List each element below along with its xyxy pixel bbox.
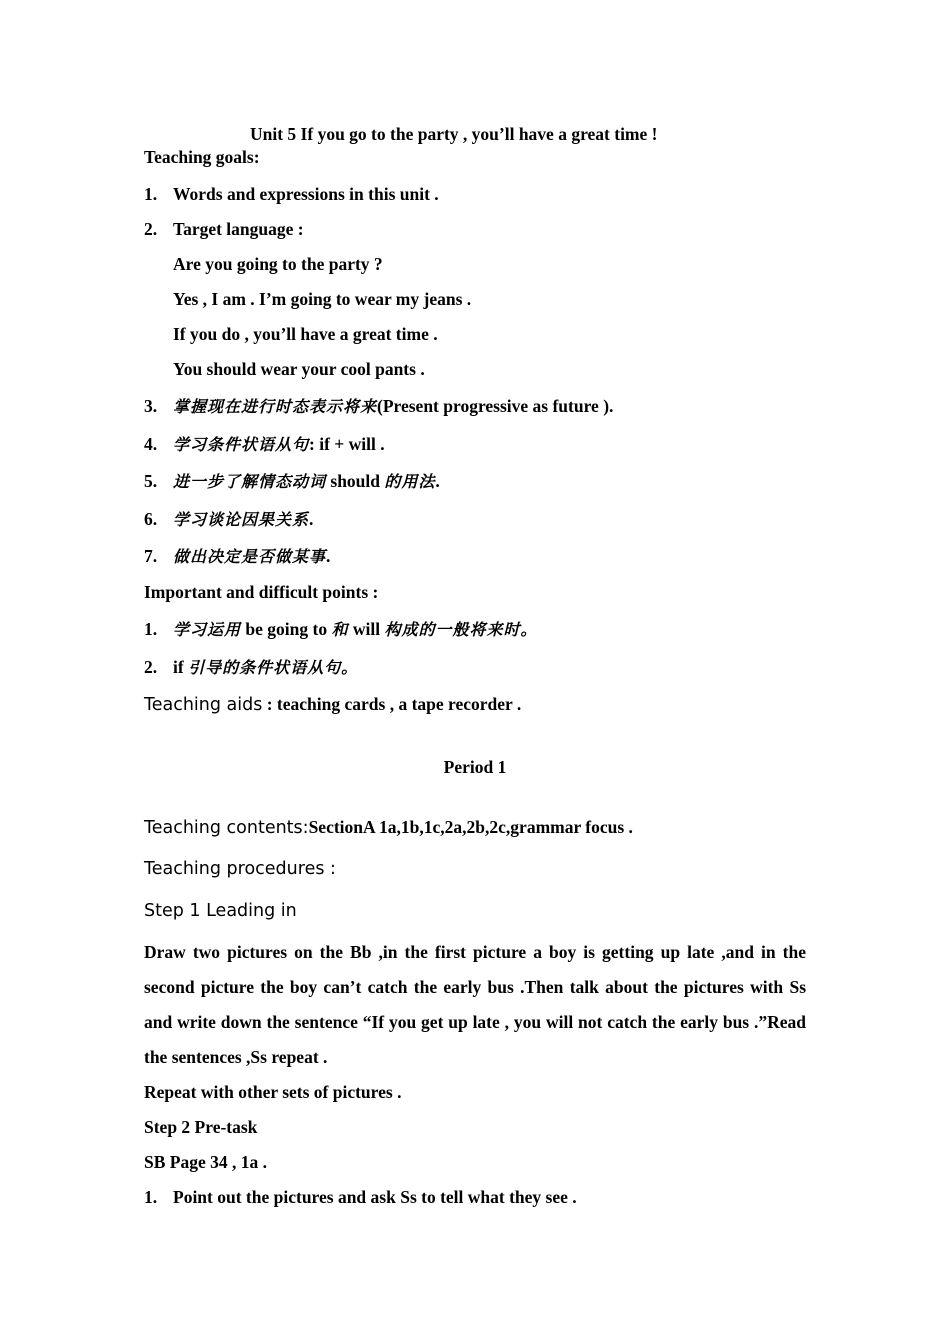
goal-item-5 bbox=[144, 469, 440, 492]
important-item-cn-text-3: 构成的一般将来时。 bbox=[384, 620, 538, 639]
step1-paragraph: Draw two pictures on the Bb ,in the first picture a boy is getting up late ,and in the second picture the boy can’t catch the early bus .Then talk about the pictures with Ss and write down the sentence “If you get up late , you will not catch the early bus .”Read the sentences ,Ss repeat . bbox=[144, 942, 806, 1067]
teaching-contents-text: SectionA 1a,1b,1c,2a,2b,2c,grammar focus . bbox=[308, 817, 633, 837]
important-item-number: 1. bbox=[144, 619, 158, 639]
step2-item-number: 1. bbox=[144, 1187, 158, 1207]
step2-item-text: Point out the pictures and ask Ss to tell what they see . bbox=[173, 1187, 577, 1207]
important-item-cn-text: 学习运用 bbox=[173, 620, 242, 639]
important-item-1 bbox=[144, 617, 537, 640]
goal-item-en-text: . bbox=[309, 509, 314, 529]
unit-title: Unit 5 If you go to the party , you’ll have a great time ! bbox=[250, 124, 658, 144]
goal-item-number: 1. bbox=[144, 184, 158, 204]
goal-item-4 bbox=[144, 432, 385, 455]
goal-item-cn-text: 学习条件状语从句 bbox=[173, 435, 310, 454]
goal-item-cn-text: 做出决定是否做某事 bbox=[173, 547, 327, 566]
goal-item-number: 6. bbox=[144, 509, 158, 529]
sb-page-line: SB Page 34 , 1a . bbox=[144, 1152, 267, 1172]
goal-item-tail: . bbox=[435, 471, 440, 491]
goal-item-en-text: . bbox=[326, 546, 331, 566]
step2-item-1 bbox=[144, 1187, 577, 1208]
goal-item-number: 3. bbox=[144, 396, 158, 416]
teaching-aids-label: Teaching aids bbox=[144, 695, 263, 715]
period-heading: Period 1 bbox=[443, 757, 507, 777]
goal-item-text: Target language : bbox=[173, 219, 304, 239]
repeat-line: Repeat with other sets of pictures . bbox=[144, 1082, 402, 1102]
target-sentence-3: If you do , you’ll have a great time . bbox=[173, 324, 438, 344]
goal-item-number: 4. bbox=[144, 434, 158, 454]
target-sentence-2: Yes , I am . I’m going to wear my jeans . bbox=[173, 289, 472, 309]
important-item-en-text-2: will bbox=[348, 619, 385, 639]
teaching-goals-heading: Teaching goals: bbox=[144, 147, 260, 167]
goal-item-3 bbox=[144, 394, 613, 417]
target-sentence-1: Are you going to the party ? bbox=[173, 254, 383, 274]
goal-item-cn-text: 进一步了解情态动词 bbox=[173, 472, 327, 491]
important-item-en-text: if bbox=[173, 657, 189, 677]
goal-item-number: 5. bbox=[144, 471, 158, 491]
teaching-aids-text: : teaching cards , a tape recorder . bbox=[262, 694, 522, 714]
step1-heading: Step 1 Leading in bbox=[144, 901, 297, 921]
important-item-en-text: be going to bbox=[241, 619, 332, 639]
goal-item-number: 2. bbox=[144, 219, 158, 239]
important-item-cn-text: 引导的条件状语从句。 bbox=[188, 658, 359, 677]
goal-item-en-text: : if + will . bbox=[309, 434, 385, 454]
goal-item-cn-text-2: 的用法 bbox=[384, 472, 436, 491]
important-item-2 bbox=[144, 655, 358, 678]
target-sentence-4: You should wear your cool pants . bbox=[173, 359, 425, 379]
teaching-procedures-heading: Teaching procedures : bbox=[144, 859, 336, 879]
step2-heading: Step 2 Pre-task bbox=[144, 1117, 258, 1137]
important-item-number: 2. bbox=[144, 657, 158, 677]
goal-item-text: Words and expressions in this unit . bbox=[173, 184, 439, 204]
goal-item-en-text: should bbox=[326, 471, 385, 491]
goal-item-en-text: (Present progressive as future ). bbox=[377, 396, 614, 416]
goal-item-number: 7. bbox=[144, 546, 158, 566]
teaching-contents-line bbox=[144, 817, 633, 838]
goal-item-6 bbox=[144, 507, 313, 530]
goal-item-1 bbox=[144, 184, 439, 205]
goal-item-cn-text: 学习谈论因果关系 bbox=[173, 510, 310, 529]
important-item-cn-text-2: 和 bbox=[331, 620, 349, 639]
goal-item-cn-text: 掌握现在进行时态表示将来 bbox=[173, 397, 378, 416]
goal-item-2 bbox=[144, 219, 304, 240]
goal-item-7 bbox=[144, 544, 330, 567]
important-points-heading: Important and difficult points : bbox=[144, 582, 379, 602]
teaching-aids-line bbox=[144, 694, 521, 715]
teaching-contents-label: Teaching contents: bbox=[144, 818, 309, 838]
